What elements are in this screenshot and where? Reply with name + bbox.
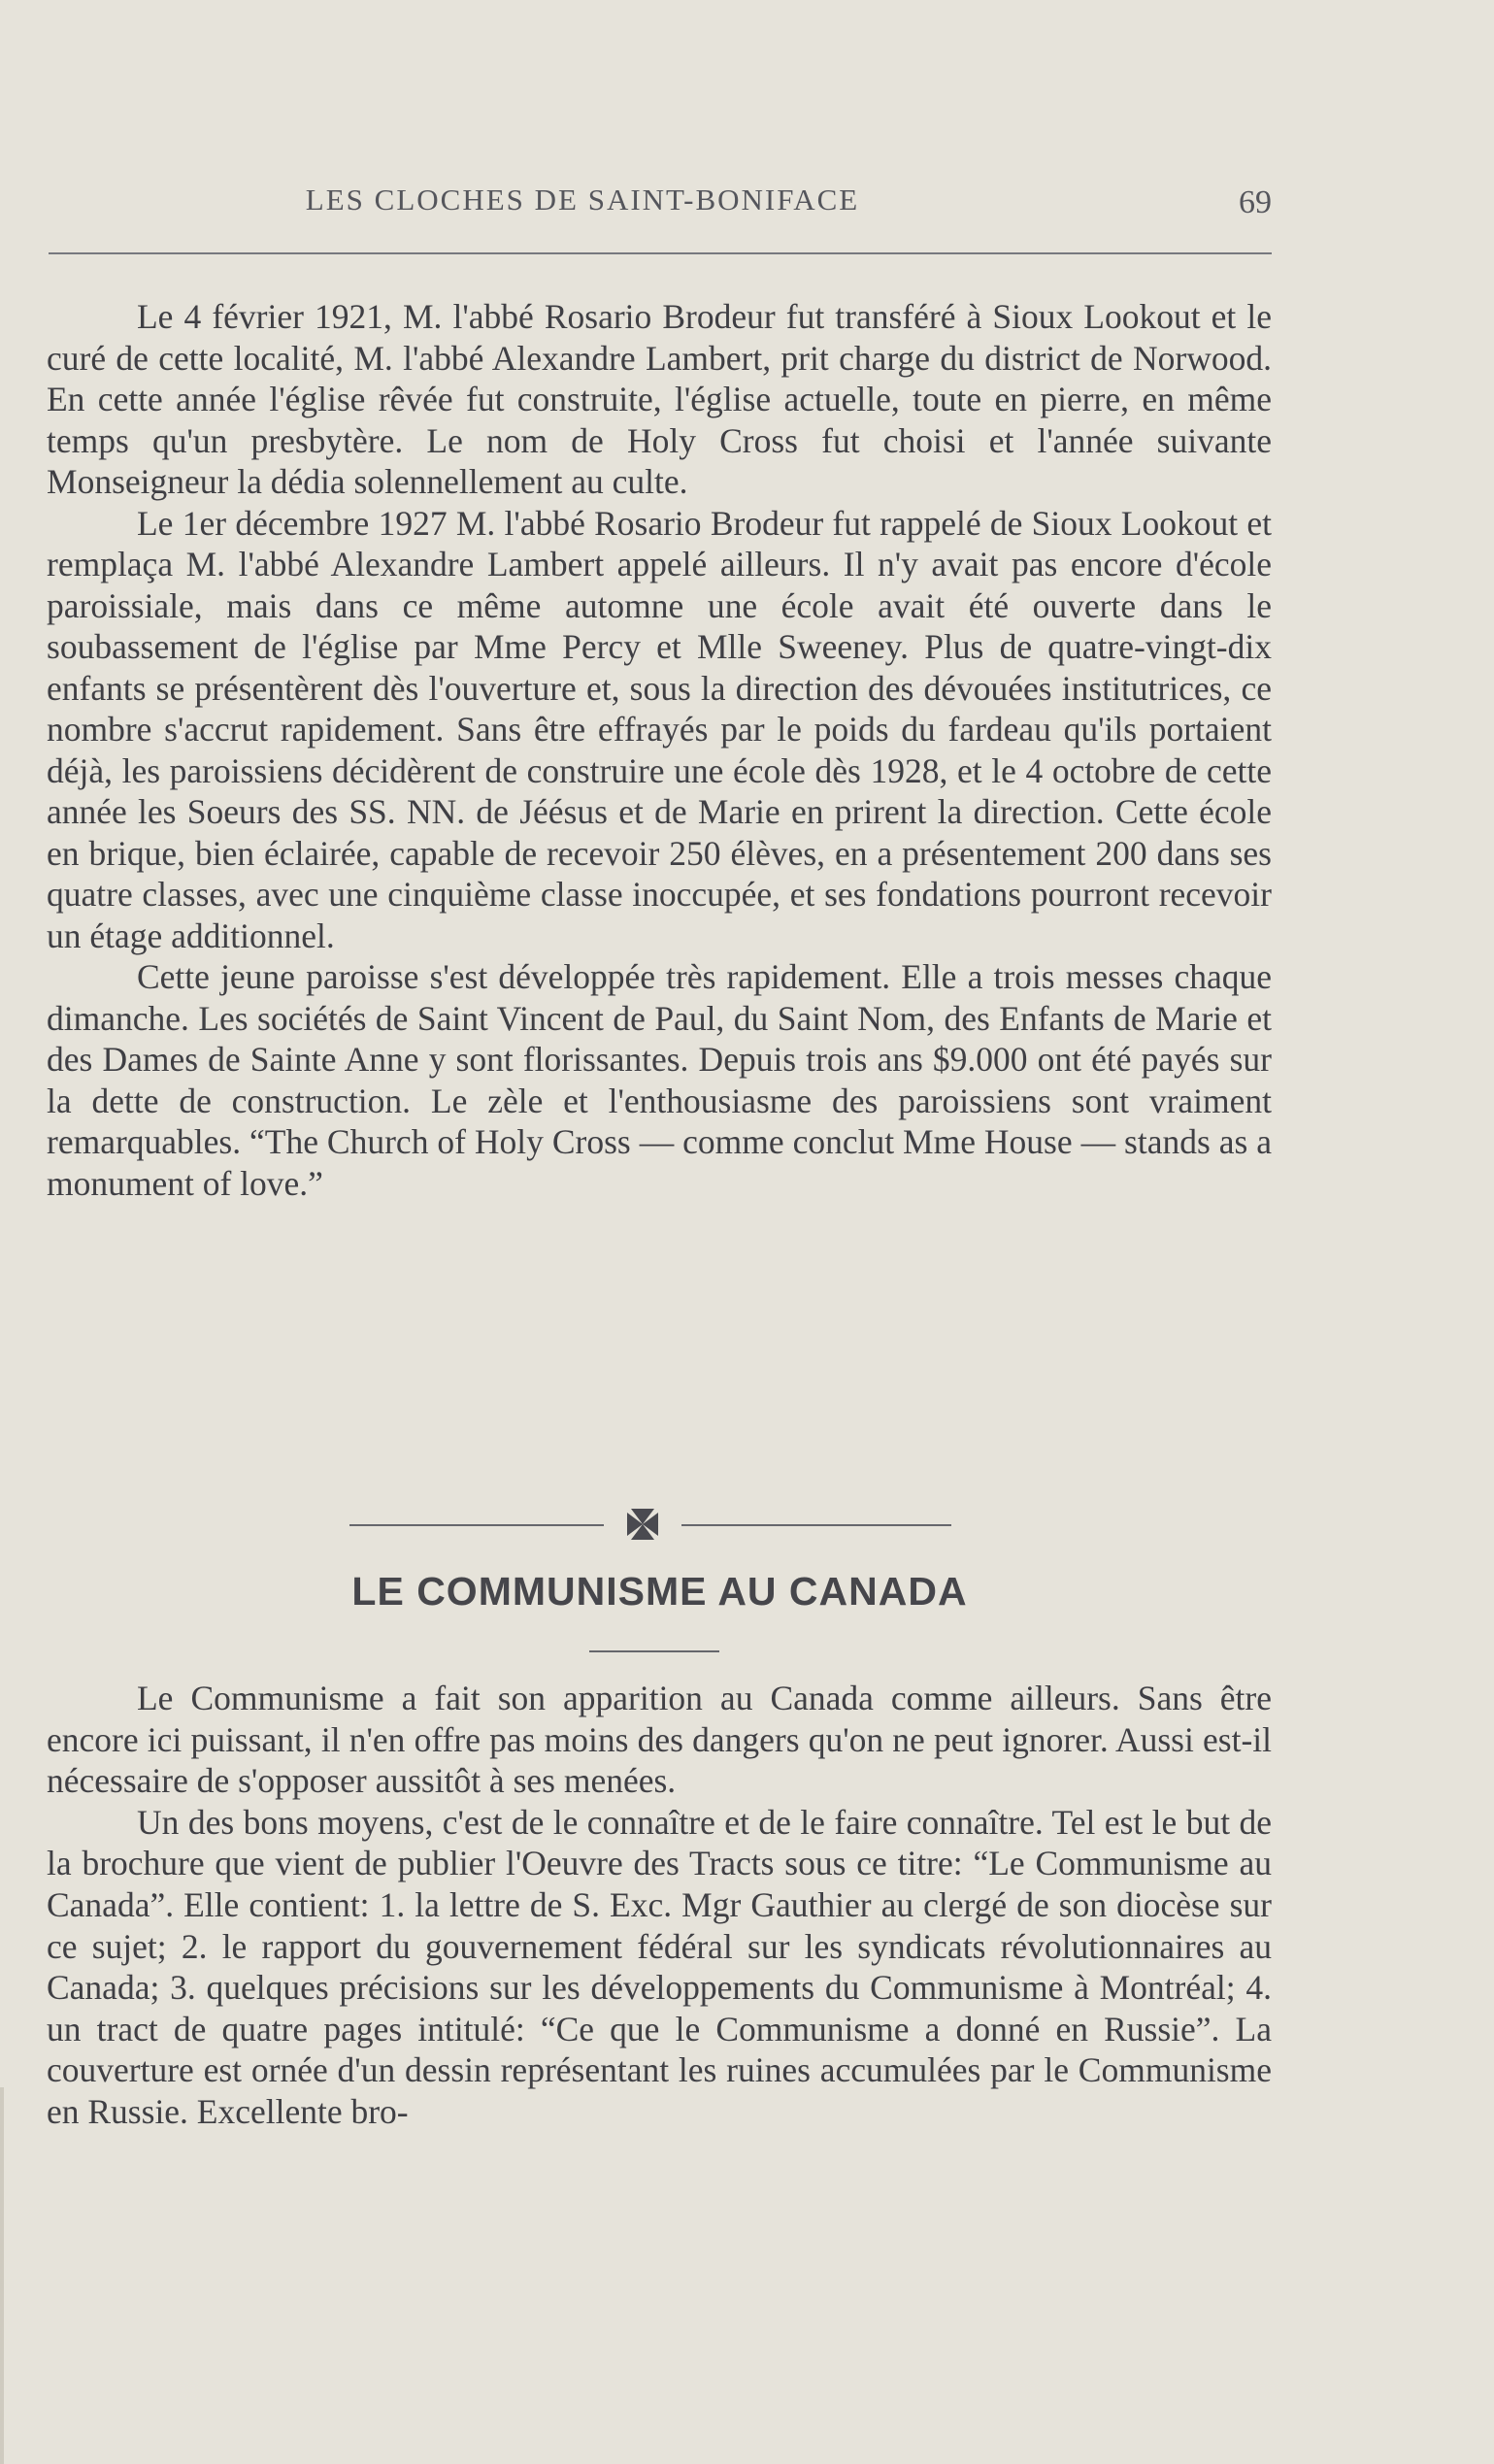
separator-line-left	[349, 1524, 604, 1526]
page-edge-shadow	[0, 2087, 4, 2464]
article-parish-text	[47, 296, 1272, 1204]
header-rule	[49, 252, 1272, 254]
article-communism-text	[47, 1678, 1272, 2133]
page-number: 69	[1239, 184, 1272, 220]
running-title: LES CLOCHES DE SAINT-BONIFACE	[305, 183, 860, 216]
paragraph: Cette jeune paroisse s'est développée très rapidement. Elle a trois messes chaque dimanche. Les sociétés de Saint Vincent de Paul, du Saint Nom, des Enfants de Marie et des Dames de Sainte Anne y sont florissantes. Depuis trois ans $9.000 ont été payés sur la dette de construction. Le zèle et l'enthousiasme des paroissiens sont vraiment remarquables. “The Church of Holy Cross — comme conclut Mme House — stands as a monument of love.”	[47, 957, 1272, 1203]
title-rule	[589, 1650, 719, 1652]
paragraph: Le 4 février 1921, M. l'abbé Rosario Brodeur fut transféré à Sioux Lookout et le curé de cette localité, M. l'abbé Alexandre Lambert, prit charge du district de Norwood. En cette année l'église rêvée fut construite, l'église actuelle, toute en pierre, en même temps qu'un presbytère. Le nom de Holy Cross fut choisi et l'année suivante Monseigneur la dédia solennellement au culte.	[47, 297, 1272, 501]
article-title: LE COMMUNISME AU CANADA	[351, 1569, 968, 1614]
paragraph: Le 1er décembre 1927 M. l'abbé Rosario Brodeur fut rappelé de Sioux Lookout et remplaça M. l'abbé Alexandre Lambert appelé ailleurs. Il n'y avait pas encore d'école paroissiale, mais dans ce même automne une école avait été ouverte dans le soubassement de l'église par Mme Percy et Mlle Sweeney. Plus de quatre-vingt-dix enfants se présentèrent dès l'ouverture et, sous la direction des dévouées institutrices, ce nombre s'accrut rapidement. Sans être effrayés par le poids du fardeau qu'ils portaient déjà, les paroissiens décidèrent de construire une école dès 1928, et le 4 octobre de cette année les Soeurs des SS. NN. de Jéésus et de Marie en prirent la direction. Cette école en brique, bien éclairée, capable de recevoir 250 élèves, en a présentement 200 dans ses quatre classes, avec une cinquième classe inoccupée, et ses fondations pourront recevoir un étage additionnel.	[47, 503, 1272, 955]
page-header	[49, 175, 1272, 223]
paragraph: Un des bons moyens, c'est de le connaître et de le faire connaître. Tel est le but de la brochure que vient de publier l'Oeuvre des Tracts sous ce titre: “Le Communisme au Canada”. Elle contient: 1. la lettre de S. Exc. Mgr Gauthier au clergé de son diocèse sur ce sujet; 2. le rapport du gouvernement fédéral sur les syndicats révolutionnaires au Canada; 3. quelques précisions sur les développements du Communisme à Montréal; 4. un tract de quatre pages intitulé: “Ce que le Communisme a donné en Russie”. La couverture est ornée d'un dessin représentant les ruines accumulées par le Communisme en Russie. Excellente bro-	[47, 1802, 1272, 2131]
paragraph: Le Communisme a fait son apparition au Canada comme ailleurs. Sans être encore ici puissant, il n'en offre pas moins des dangers qu'on ne peut ignorer. Aussi est-il nécessaire de s'opposer aussitôt à ses menées.	[47, 1679, 1272, 1801]
cross-pattee-icon	[623, 1505, 662, 1544]
section-separator	[349, 1503, 951, 1546]
separator-line-right	[681, 1524, 951, 1526]
